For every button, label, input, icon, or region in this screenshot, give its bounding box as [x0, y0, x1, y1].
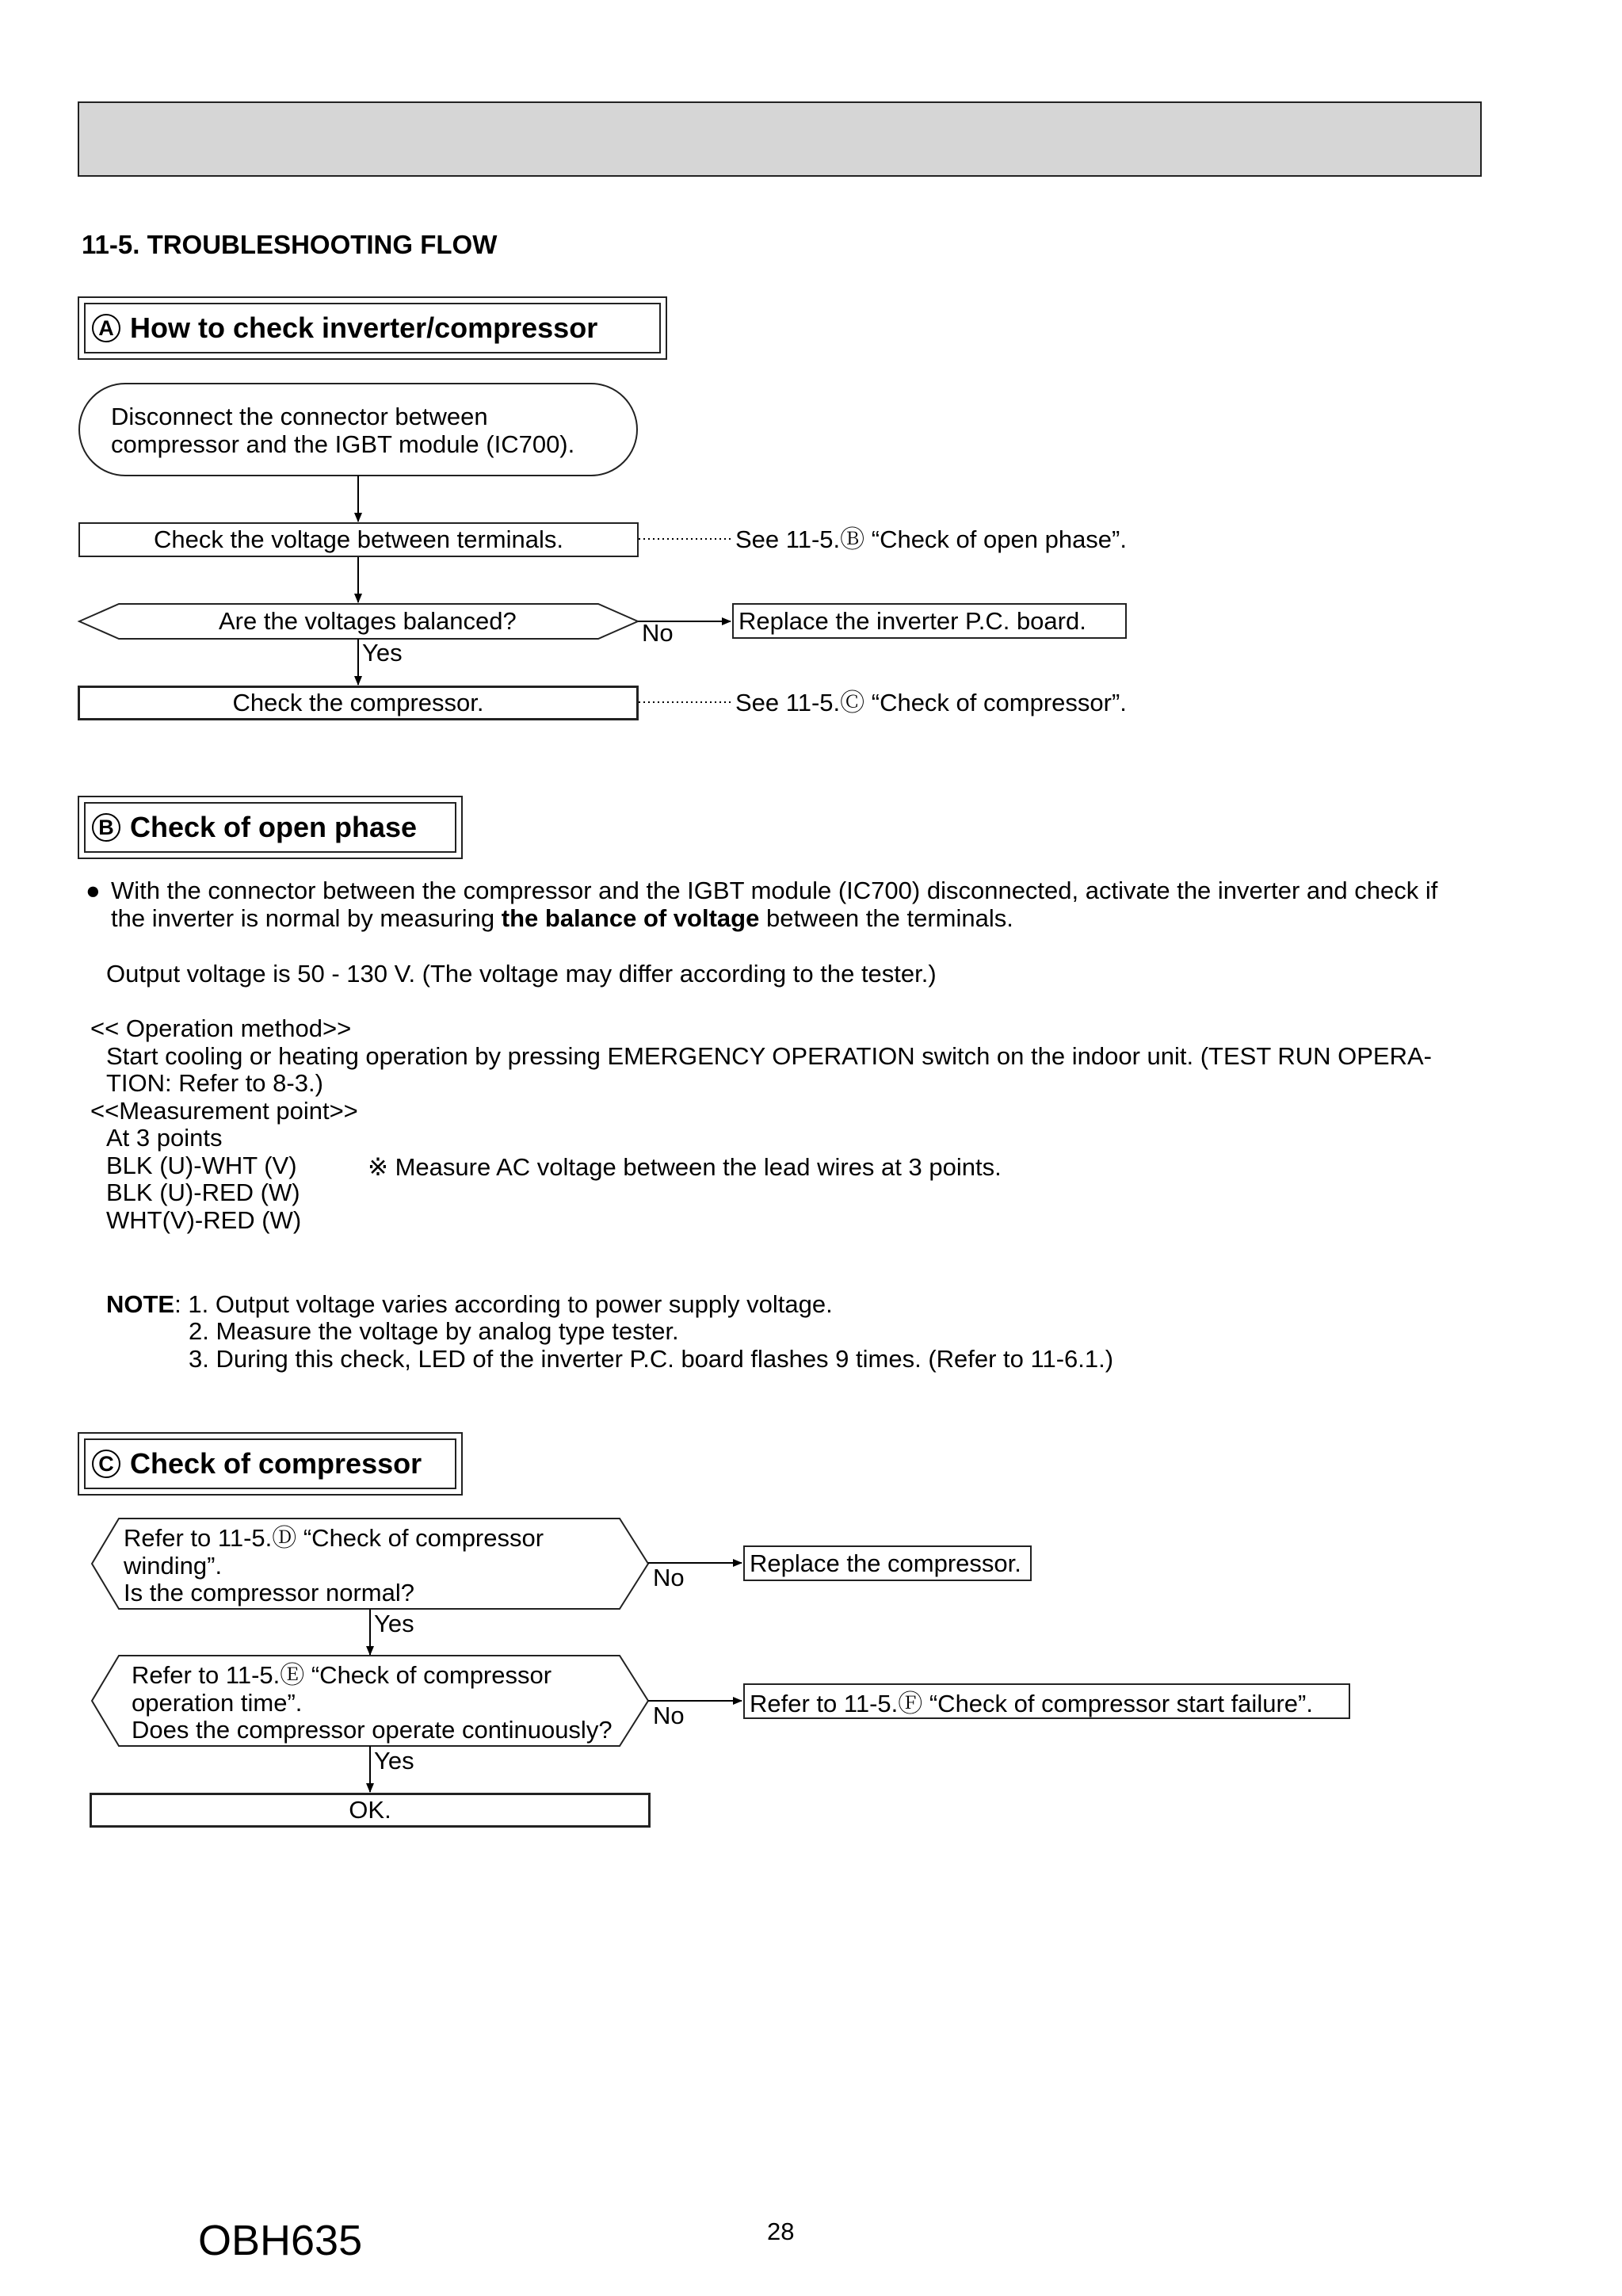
decision-c1-yes-label: Yes	[374, 1610, 414, 1637]
circled-letter-b: B	[92, 813, 120, 842]
section-a-title: How to check inverter/compressor	[130, 311, 598, 344]
note-line3: 3. During this check, LED of the inverter P.C. board flashes 9 times. (Refer to 11-6.1.)	[189, 1345, 1114, 1373]
note-label: NOTE	[106, 1290, 175, 1318]
operation-method-heading: << Operation method>>	[90, 1014, 352, 1042]
decision-c2-yes-label: Yes	[374, 1747, 414, 1775]
measurement-point-2: BLK (U)-WHT (V)	[106, 1152, 297, 1179]
check-voltage-step: Check the voltage between terminals.	[78, 522, 639, 557]
ok-end-step: OK.	[90, 1793, 651, 1828]
replace-compressor-step: Replace the compressor.	[743, 1545, 1032, 1581]
model-code: OBH635	[198, 2217, 363, 2264]
operation-method-line1: Start cooling or heating operation by pressing EMERGENCY OPERATION switch on the indoor unit. (TEST RUN OPERA-	[106, 1042, 1432, 1070]
section-c-title: Check of compressor	[130, 1447, 422, 1480]
note-line2: 2. Measure the voltage by analog type tester.	[189, 1317, 679, 1345]
decision-c2-line1: Refer to 11-5.Ⓔ “Check of compressor	[132, 1661, 552, 1689]
start-step-line2: compressor and the IGBT module (IC700).	[111, 430, 575, 458]
open-phase-paragraph-line1: With the connector between the compressor and the IGBT module (IC700) disconnected, activate the inverter and check if	[111, 877, 1438, 904]
decision-a-no-label: No	[642, 619, 674, 647]
output-voltage-text: Output voltage is 50 - 130 V. (The voltage may differ according to the tester.)	[106, 960, 937, 988]
check-compressor-step: Check the compressor.	[78, 686, 639, 720]
section-heading: 11-5. TROUBLESHOOTING FLOW	[82, 230, 498, 259]
replace-inverter-board-step: Replace the inverter P.C. board.	[732, 603, 1127, 639]
voltage-decision: Are the voltages balanced?	[219, 607, 517, 635]
measurement-note: ※ Measure AC voltage between the lead wires at 3 points.	[368, 1153, 1002, 1181]
section-b-title-box	[78, 796, 463, 859]
section-a-title-box	[78, 296, 667, 360]
measurement-point-3: BLK (U)-RED (W)	[106, 1179, 300, 1206]
measurement-point-4: WHT(V)-RED (W)	[106, 1206, 302, 1234]
operation-method-line2: TION: Refer to 8-3.)	[106, 1069, 323, 1097]
bullet-marker: ●	[86, 877, 101, 904]
decision-c1-line2: winding”.	[124, 1552, 223, 1580]
measurement-point-heading: <<Measurement point>>	[90, 1097, 358, 1125]
decision-c1-line3: Is the compressor normal?	[124, 1579, 414, 1606]
page-number: 28	[767, 2218, 795, 2245]
start-step-line1: Disconnect the connector between	[111, 403, 488, 430]
measurement-point-1: At 3 points	[106, 1124, 223, 1152]
decision-a-yes-label: Yes	[362, 639, 403, 667]
circled-letter-c: C	[92, 1450, 120, 1478]
start-failure-ref-step: Refer to 11-5.Ⓕ “Check of compressor start failure”.	[743, 1683, 1350, 1719]
decision-c2-line3: Does the compressor operate continuously?	[132, 1716, 613, 1744]
decision-c1-no-label: No	[653, 1564, 685, 1591]
open-phase-paragraph-line2: the inverter is normal by measuring the balance of voltage between the terminals.	[111, 904, 1013, 932]
check-compressor-ref: See 11-5.Ⓒ “Check of compressor”.	[735, 689, 1127, 716]
decision-c1-line1: Refer to 11-5.Ⓓ “Check of compressor	[124, 1524, 544, 1552]
note-line1: NOTE: 1. Output voltage varies according to power supply voltage.	[106, 1290, 833, 1318]
decision-c2-line2: operation time”.	[132, 1689, 303, 1717]
section-c-title-box	[78, 1432, 463, 1496]
decision-c2-no-label: No	[653, 1702, 685, 1729]
circled-letter-a: A	[92, 314, 120, 342]
section-b-title: Check of open phase	[130, 811, 418, 843]
check-voltage-ref: See 11-5.Ⓑ “Check of open phase”.	[735, 525, 1127, 553]
